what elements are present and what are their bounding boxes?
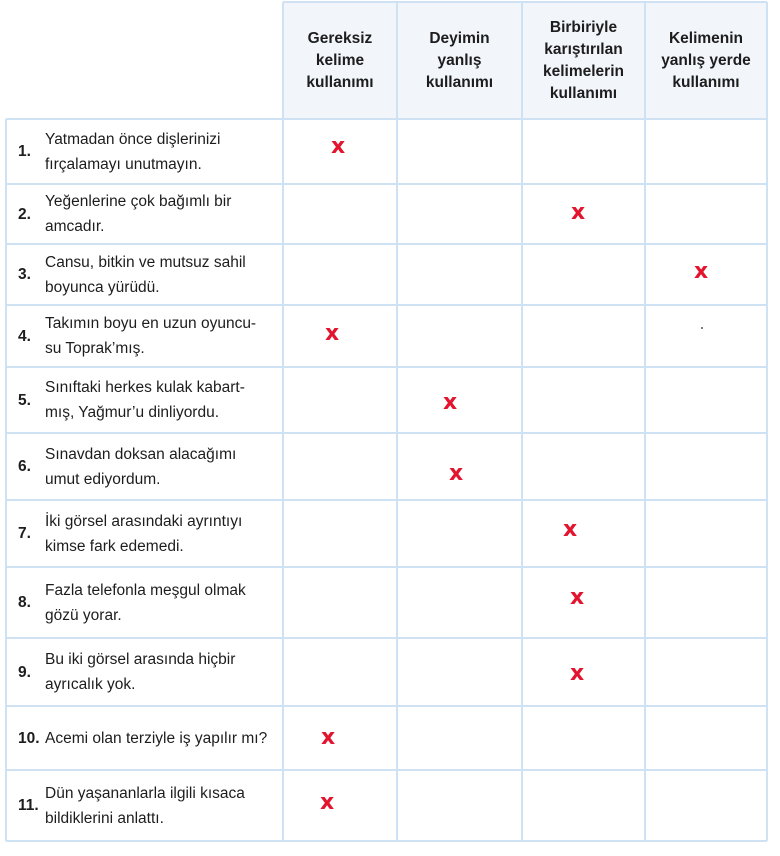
row-number: 7. bbox=[18, 525, 31, 542]
row-statement: Fazla telefonla meşgul olmak gözü yorar. bbox=[45, 581, 246, 624]
cross-mark-icon: x bbox=[325, 321, 340, 346]
table-row bbox=[18, 567, 246, 638]
row-number: 6. bbox=[18, 458, 31, 475]
table-row bbox=[18, 367, 245, 433]
row-number: 1. bbox=[18, 143, 31, 160]
header-idiom-misuse: Deyimin yanlış kullanımı bbox=[425, 29, 494, 91]
table-row bbox=[18, 706, 267, 770]
row-statement: Yatmadan önce dişlerinizi fırçalamayı unutmayın. bbox=[45, 130, 221, 173]
row-number: 4. bbox=[18, 327, 31, 345]
row-statement: Sınavdan doksan alacağımı umut ediyordum. bbox=[45, 445, 237, 488]
cross-mark-icon: x bbox=[321, 725, 336, 750]
header-confused-words: Birbiriyle karıştırılan kelimelerin kullanımı bbox=[543, 18, 624, 102]
table-row bbox=[18, 500, 242, 567]
row-statement: Takımın boyu en uzun oyuncu- su Toprak’mış. bbox=[45, 315, 257, 357]
row-number: 11. bbox=[18, 797, 39, 814]
row-number: 8. bbox=[18, 594, 31, 611]
cross-mark-icon: x bbox=[694, 259, 709, 284]
header-unnecessary-word: Gereksiz kelime kullanımı bbox=[306, 29, 374, 91]
row-statement: Acemi olan terziyle iş yapılır mı? bbox=[45, 729, 268, 747]
row-statement: Sınıftaki herkes kulak kabart- mış, Yağmur’u dinliyordu. bbox=[45, 379, 245, 421]
table-row bbox=[18, 244, 246, 305]
row-statement: Yeğenlerine çok bağımlı bir amcadır. bbox=[45, 193, 232, 235]
cross-mark-icon: x bbox=[320, 790, 335, 815]
cross-mark-icon: x bbox=[571, 200, 586, 225]
table-row bbox=[18, 433, 236, 500]
row-statement: Bu iki görsel arasında hiçbir ayrıcalık yok. bbox=[45, 651, 236, 693]
table-row bbox=[18, 638, 235, 706]
row-number: 5. bbox=[18, 391, 31, 409]
stray-dot bbox=[701, 327, 703, 329]
row-statement: Cansu, bitkin ve mutsuz sahil boyunca yürüdü. bbox=[45, 253, 246, 296]
row-number: 10. bbox=[18, 729, 40, 747]
row-number: 2. bbox=[18, 205, 31, 223]
cross-mark-icon: x bbox=[449, 461, 464, 486]
row-statement: Dün yaşananlarla ilgili kısaca bildiklerini anlattı. bbox=[45, 784, 245, 827]
header-misplaced-word: Kelimenin yanlış yerde kullanımı bbox=[661, 29, 751, 91]
row-statement: İki görsel arasındaki ayrıntıyı kimse fark edemedi. bbox=[45, 512, 243, 555]
cross-mark-icon: x bbox=[563, 517, 578, 542]
cross-mark-icon: x bbox=[443, 390, 458, 415]
table-row bbox=[18, 770, 245, 841]
row-number: 9. bbox=[18, 663, 31, 681]
table-row bbox=[18, 305, 256, 367]
cross-mark-icon: x bbox=[331, 134, 346, 159]
table-row bbox=[18, 119, 220, 184]
cross-mark-icon: x bbox=[570, 585, 585, 610]
table-row bbox=[18, 184, 231, 244]
row-number: 3. bbox=[18, 266, 31, 283]
cross-mark-icon: x bbox=[570, 661, 585, 686]
